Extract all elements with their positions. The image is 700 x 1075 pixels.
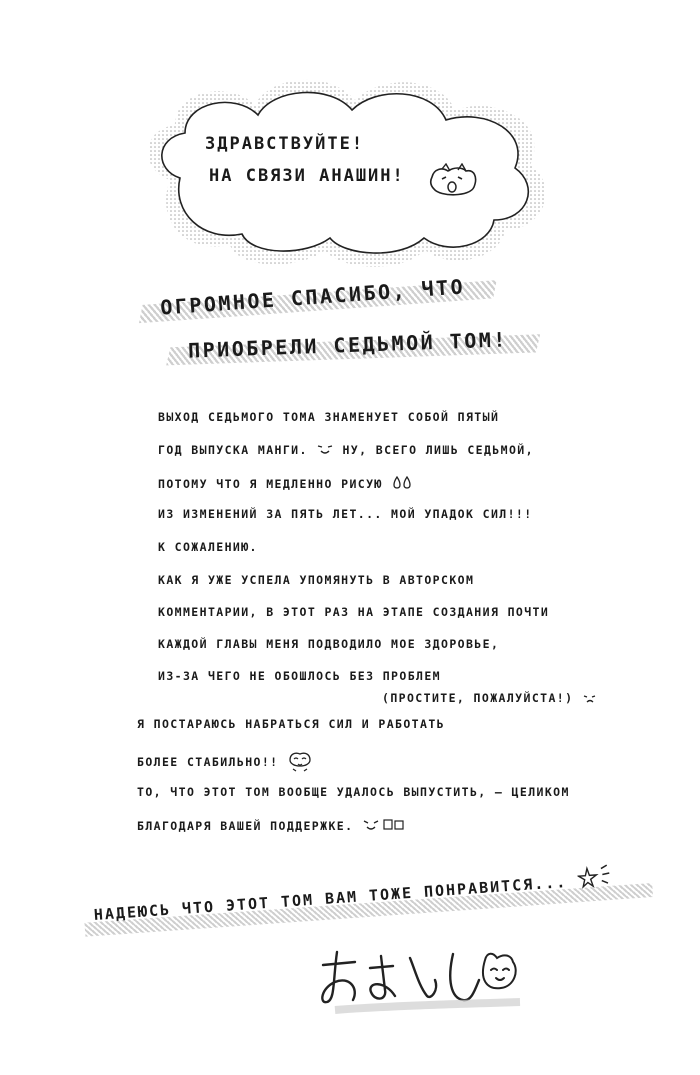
signature-cat-icon — [315, 940, 535, 1020]
signature — [315, 940, 535, 1024]
cat-face-icon — [428, 163, 480, 203]
cat-face-icon — [287, 750, 313, 775]
closing-line — [93, 864, 613, 930]
smile-face-icon — [316, 442, 334, 459]
headline-line-2 — [188, 327, 509, 362]
body-line-aside — [382, 690, 598, 707]
body-line-text: БЛАГОДАРЯ ВАШЕЙ ПОДДЕРЖКЕ. — [137, 819, 354, 833]
body-line: ТО, ЧТО ЭТОТ ТОМ ВООБЩЕ УДАЛОСЬ ВЫПУСТИТЬ, — ЦЕЛИКОМ — [137, 785, 570, 799]
greeting-line-1: ЗДРАВСТВУЙТЕ! — [205, 134, 365, 154]
body-line: Я ПОСТАРАЮСЬ НАБРАТЬСЯ СИЛ И РАБОТАТЬ — [137, 717, 445, 731]
greeting-line-2: НА СВЯЗИ АНАШИН! — [209, 166, 405, 186]
body-line — [158, 475, 415, 494]
body-line: КАК Я УЖЕ УСПЕЛА УПОМЯНУТЬ В АВТОРСКОМ — [158, 573, 475, 587]
body-line-text: БОЛЕЕ СТАБИЛЬНО!! — [137, 755, 279, 769]
body-line — [137, 817, 406, 836]
body-line: ИЗ-ЗА ЧЕГО НЕ ОБОШЛОСЬ БЕЗ ПРОБЛЕМ — [158, 669, 442, 683]
body-line-text: ПОТОМУ ЧТО Я МЕДЛЕННО РИСУЮ — [158, 477, 383, 491]
body-line: КАЖДОЙ ГЛАВЫ МЕНЯ ПОДВОДИЛО МОЕ ЗДОРОВЬЕ, — [158, 637, 500, 651]
headline-line-1-text: ОГРОМНОЕ СПАСИБО, ЧТО — [159, 274, 466, 320]
sparkle-star-icon — [577, 864, 613, 896]
body-line-text: (ПРОСТИТЕ, ПОЖАЛУЙСТА!) — [382, 691, 574, 705]
body-line: ВЫХОД СЕДЬМОГО ТОМА ЗНАМЕНУЕТ СОБОЙ ПЯТЫЙ — [158, 410, 500, 424]
body-line-text: НУ, ВСЕГО ЛИШЬ СЕДЬМОЙ, — [342, 443, 534, 457]
body-line — [137, 750, 313, 775]
body-line — [158, 442, 534, 459]
grumpy-face-icon — [582, 690, 598, 707]
body-line: КОММЕНТАРИИ, В ЭТОТ РАЗ НА ЭТАПЕ СОЗДАНИЯ ПОЧТИ — [158, 605, 550, 619]
body-line: К СОЖАЛЕНИЮ. — [158, 540, 258, 554]
body-line: ИЗ ИЗМЕНЕНИЙ ЗА ПЯТЬ ЛЕТ... МОЙ УПАДОК СИЛ!!! — [158, 507, 533, 521]
headline-line-1 — [160, 274, 466, 319]
closing-text: НАДЕЮСЬ ЧТО ЭТОТ ТОМ ВАМ ТОЖЕ ПОНРАВИТСЯ... — [93, 872, 568, 924]
body-line-text: ГОД ВЫПУСКА МАНГИ. — [158, 443, 308, 457]
sweat-drops-icon — [391, 475, 415, 494]
smile-face-icon — [362, 817, 406, 836]
headline-line-2-text: ПРИОБРЕЛИ СЕДЬМОЙ ТОМ! — [187, 327, 509, 363]
